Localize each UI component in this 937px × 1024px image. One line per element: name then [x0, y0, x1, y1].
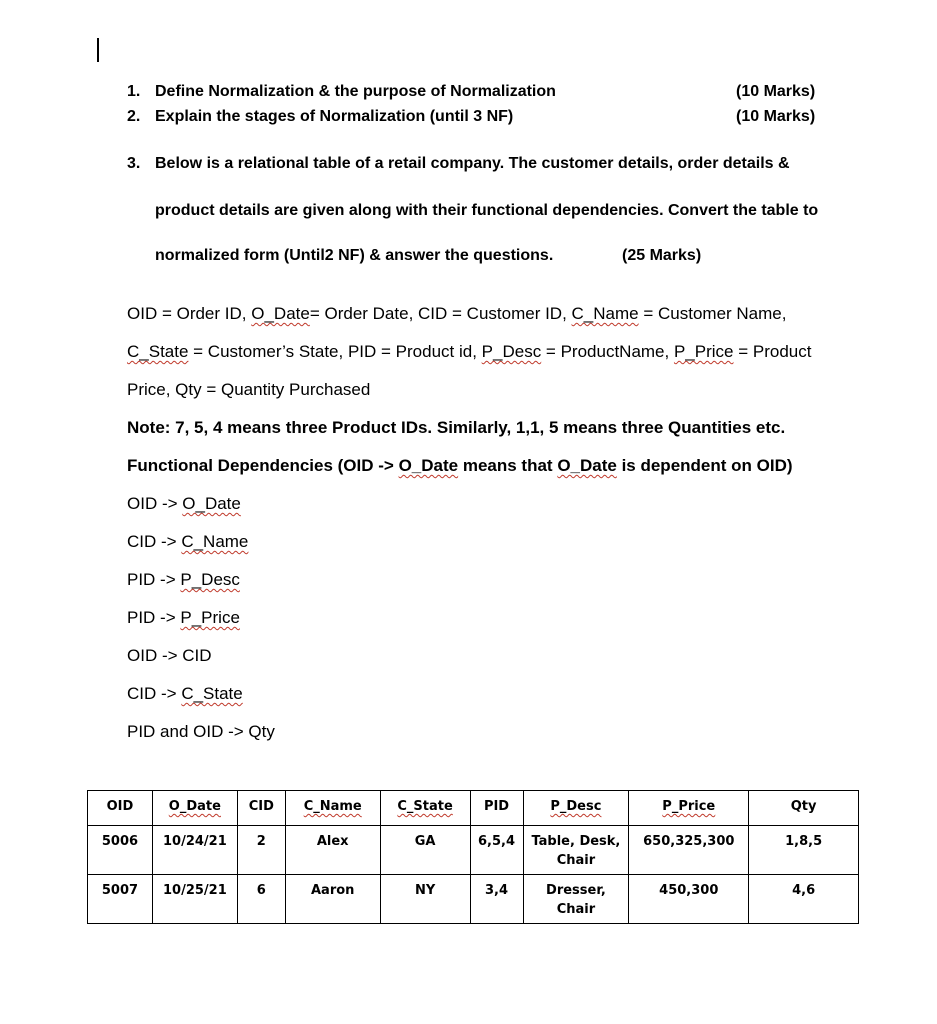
- definitions-line-1: [127, 304, 786, 324]
- definitions-line-2: [127, 342, 811, 362]
- text-cursor: [97, 38, 99, 62]
- text: is dependent on OID): [616, 456, 793, 475]
- column-header: PID: [470, 791, 523, 826]
- question-number: 2.: [127, 108, 141, 125]
- table-cell: 1,8,5: [749, 826, 859, 875]
- term: O_Date: [398, 456, 459, 475]
- table-cell: 5007: [88, 875, 153, 924]
- question-2-marks: (10 Marks): [736, 108, 816, 125]
- retail-table: [87, 790, 859, 924]
- column-header: [152, 791, 237, 826]
- column-header: [523, 791, 629, 826]
- question-1-marks: (10 Marks): [736, 83, 816, 100]
- header-label: O_Date: [168, 799, 221, 814]
- text: OID -> CID: [127, 646, 212, 665]
- column-header: CID: [237, 791, 285, 826]
- table-cell: 450,300: [629, 875, 749, 924]
- header-label: P_Desc: [550, 799, 602, 814]
- column-header: Qty: [749, 791, 859, 826]
- text: CID ->: [127, 684, 182, 703]
- dependency-item: [127, 532, 248, 552]
- question-number: 3.: [127, 155, 141, 172]
- term: C_Name: [181, 532, 249, 551]
- dependency-item: [127, 494, 241, 514]
- column-header: [285, 791, 380, 826]
- term: O_Date: [557, 456, 617, 475]
- table-cell: NY: [380, 875, 470, 924]
- text: OID ->: [127, 494, 183, 513]
- text: = Customer’s State, PID = Product id,: [188, 342, 482, 361]
- header-label: C_Name: [303, 799, 362, 814]
- text: OID = Order ID,: [127, 304, 252, 323]
- text: = Customer Name,: [638, 304, 787, 323]
- term: P_Desc: [180, 570, 240, 589]
- dependency-item: [127, 646, 212, 666]
- question-text: Explain the stages of Normalization (until 3 NF): [155, 108, 514, 125]
- text: = Product: [733, 342, 812, 361]
- term: O_Date: [182, 494, 241, 513]
- table-cell: 3,4: [470, 875, 523, 924]
- dependency-item: [127, 608, 240, 628]
- text: means that: [458, 456, 558, 475]
- table-cell: 2: [237, 826, 285, 875]
- definitions-line-3: Price, Qty = Quantity Purchased: [127, 380, 371, 399]
- table-cell: 6,5,4: [470, 826, 523, 875]
- question-number: 1.: [127, 83, 141, 100]
- question-2: [127, 107, 513, 127]
- table-header-row: [88, 791, 859, 826]
- table-cell: GA: [380, 826, 470, 875]
- text: = Order Date, CID = Customer ID,: [309, 304, 572, 323]
- term: P_Desc: [481, 342, 542, 361]
- table-cell: 5006: [88, 826, 153, 875]
- table-cell: 650,325,300: [629, 826, 749, 875]
- table-cell: Alex: [285, 826, 380, 875]
- question-3-line-1: [127, 154, 790, 174]
- table-row: [88, 826, 859, 875]
- question-text: Below is a relational table of a retail company. The customer details, order details &: [155, 155, 790, 172]
- text: = ProductName,: [541, 342, 674, 361]
- table-cell: 10/24/21: [152, 826, 237, 875]
- column-header: [629, 791, 749, 826]
- table-cell: Aaron: [285, 875, 380, 924]
- table-cell: 10/25/21: [152, 875, 237, 924]
- dependency-item: [127, 722, 275, 742]
- text: CID ->: [127, 532, 182, 551]
- question-text: Define Normalization & the purpose of Normalization: [155, 83, 556, 100]
- term: C_Name: [571, 304, 639, 323]
- column-header: [380, 791, 470, 826]
- table-cell: Table, Desk, Chair: [523, 826, 629, 875]
- text: PID ->: [127, 570, 181, 589]
- fd-heading: [127, 456, 793, 476]
- header-label: C_State: [397, 799, 453, 814]
- text: Functional Dependencies (OID ->: [127, 456, 399, 475]
- header-label: P_Price: [662, 799, 716, 814]
- question-3-line-2: product details are given along with their functional dependencies. Convert the table to: [155, 202, 819, 219]
- question-1: [127, 82, 556, 102]
- term: P_Price: [673, 342, 734, 361]
- term: P_Price: [180, 608, 240, 627]
- column-header: OID: [88, 791, 153, 826]
- table-cell: 4,6: [749, 875, 859, 924]
- table-cell: 6: [237, 875, 285, 924]
- note: Note: 7, 5, 4 means three Product IDs. Similarly, 1,1, 5 means three Quantities etc.: [127, 418, 786, 437]
- term: O_Date: [251, 304, 310, 323]
- term: C_State: [181, 684, 243, 703]
- term: C_State: [127, 342, 189, 361]
- question-3-marks: (25 Marks): [622, 247, 702, 264]
- text: PID ->: [127, 608, 181, 627]
- dependency-item: [127, 684, 243, 704]
- table-cell: Dresser, Chair: [523, 875, 629, 924]
- question-3-line-3: normalized form (Until2 NF) & answer the questions.: [155, 247, 554, 264]
- text: PID and OID -> Qty: [127, 722, 275, 741]
- table-row: [88, 875, 859, 924]
- dependency-item: [127, 570, 240, 590]
